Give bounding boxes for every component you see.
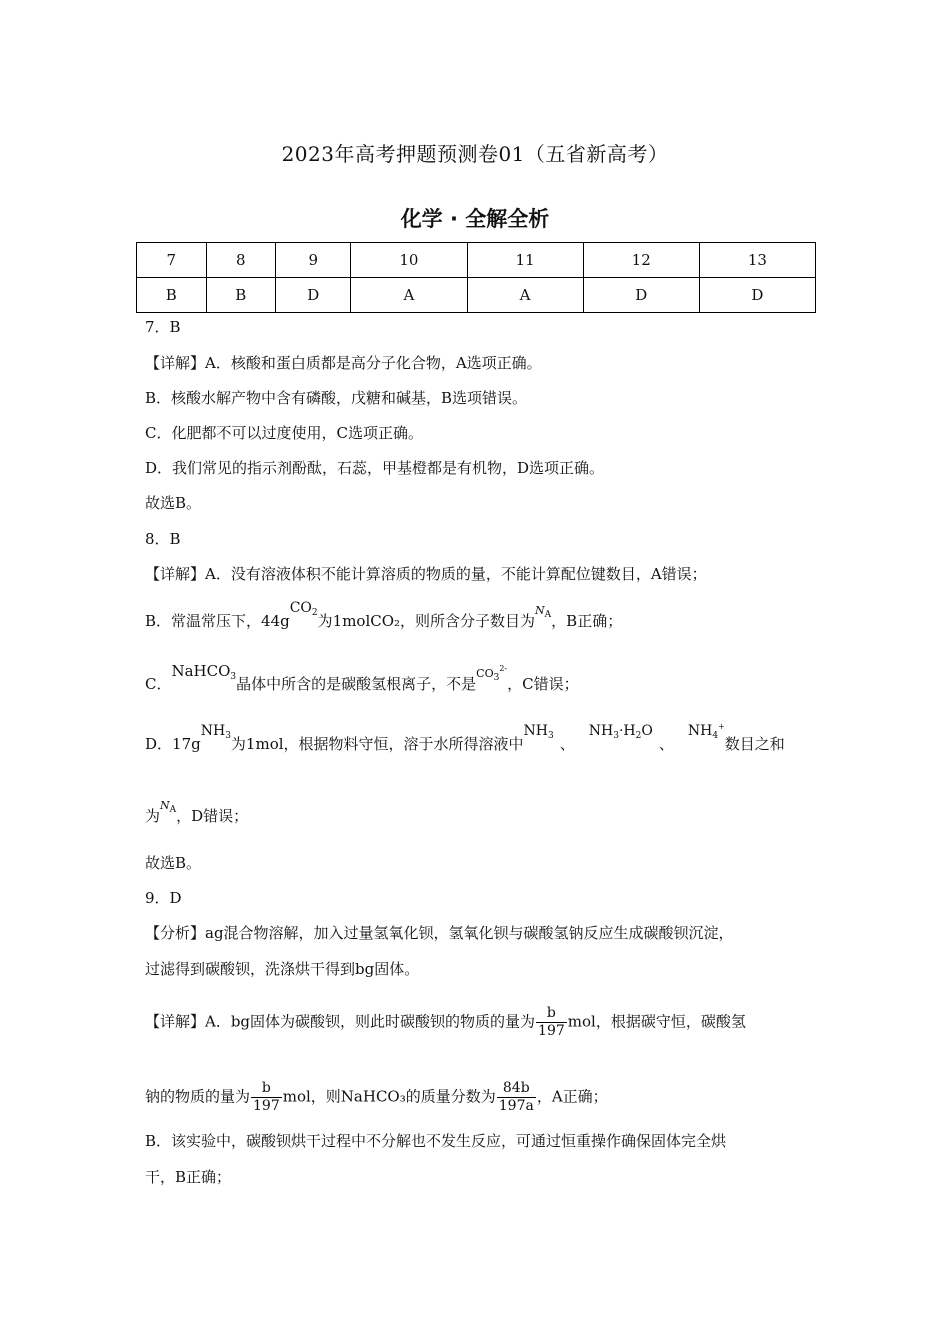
question-number-cell: 8 [206, 243, 276, 278]
q7-option-d: D．我们常见的指示剂酚酞，石蕊，甲基橙都是有机物，D选项正确。 [145, 459, 605, 477]
answer-cell: A [467, 278, 583, 313]
answer-cell: A [351, 278, 467, 313]
q7-option-b: B．核酸水解产物中含有磷酸，戊糖和碱基，B选项错误。 [145, 389, 528, 407]
q9-analysis-line2: 过滤得到碳酸钡，洗涤烘干得到bg固体。 [145, 960, 420, 978]
q9-heading: 9．D [145, 889, 182, 907]
q9-analysis-line1: 【分析】ag混合物溶解，加入过量氢氧化钡，氢氧化钡与碳酸氢钠反应生成碳酸钡沉淀， [145, 924, 734, 942]
answer-table-question-row [137, 243, 816, 278]
question-number-cell: 7 [137, 243, 207, 278]
q8-option-d-continued [145, 799, 249, 833]
question-number-cell: 12 [583, 243, 699, 278]
text: ，B正确； [551, 612, 623, 630]
formula-nh3-h2o: $NH_3\cdot H_2O$ [588, 723, 653, 741]
answer-cell: B [206, 278, 276, 313]
text: 钠的物质的量为 [145, 1087, 251, 1106]
text: 数目之和 [724, 735, 785, 753]
fraction-84b-over-197a: $\frac{84b}{197a}$ [498, 1080, 534, 1114]
q8-detail-a: 【详解】A．没有溶液体积不能计算溶质的物质的量，不能计算配位键数目，A错误； [145, 565, 707, 583]
text: D．17g [145, 735, 201, 753]
formula-co2: $CO_2$ [289, 600, 318, 618]
text: 【详解】A．bg固体为碳酸钡，则此时碳酸钡的物质的量为 [145, 1012, 536, 1031]
answer-cell: D [583, 278, 699, 313]
q8-conclusion: 故选B。 [145, 854, 202, 872]
q8-option-c [145, 662, 579, 701]
fraction-b-over-197: $\frac{b}{197}$ [538, 1005, 565, 1039]
q7-heading: 7．B [145, 318, 181, 336]
text: mol，则NaHCO₃的质量分数为 [282, 1087, 496, 1106]
formula-nh3: $NH_3$ [523, 723, 554, 741]
question-number-cell: 13 [699, 243, 815, 278]
page-title: 2023年高考押题预测卷01（五省新高考） [281, 142, 669, 166]
q7-detail-a: 【详解】A．核酸和蛋白质都是高分子化合物，A选项正确。 [145, 354, 542, 372]
answer-cell: B [137, 278, 207, 313]
fraction-b-over-197: $\frac{b}{197}$ [253, 1080, 280, 1114]
formula-nh3: $NH_3$ [200, 723, 231, 741]
text: B．常温常压下，44g [145, 612, 290, 630]
q9-option-b-line1: B．该实验中，碳酸钡烘干过程中不分解也不发生反应，可通过恒重操作确保固体完全烘 [145, 1132, 727, 1150]
text: 、 [559, 735, 575, 753]
text: ，D错误； [176, 807, 249, 825]
text: C． [145, 675, 172, 693]
q8-option-b [145, 600, 623, 638]
q9-detail-a-continued [145, 1080, 608, 1115]
q9-option-b-line2: 干，B正确； [145, 1168, 232, 1186]
question-number-cell: 9 [276, 243, 351, 278]
question-number-cell: 10 [351, 243, 467, 278]
page-subtitle: 化学 · 全解全析 [400, 207, 550, 231]
q7-conclusion: 故选B。 [145, 494, 202, 512]
q8-heading: 8．B [145, 530, 181, 548]
formula-na: NA [160, 799, 177, 815]
text: ，C错误； [507, 675, 579, 693]
answer-table [136, 242, 816, 313]
formula-nahco3: NaHCO$_3$ [171, 662, 237, 682]
formula-co3: CO32- [476, 664, 508, 683]
text: 为 [145, 807, 161, 825]
answer-cell: D [276, 278, 351, 313]
text: mol，根据碳守恒，碳酸氢 [567, 1012, 746, 1031]
text: 晶体中所含的是碳酸氢根离子，不是 [236, 675, 477, 693]
formula-nh4: $NH_4^+$ [687, 722, 725, 741]
q8-option-d [145, 722, 785, 761]
question-number-cell: 11 [467, 243, 583, 278]
formula-na: NA [535, 604, 552, 620]
text: 、 [658, 735, 674, 753]
answer-cell: D [699, 278, 815, 313]
answer-table-answer-row [137, 278, 816, 313]
text: 为1mol，根据物料守恒，溶于水所得溶液中 [230, 735, 524, 753]
q7-option-c: C．化肥都不可以过度使用，C选项正确。 [145, 424, 423, 442]
q9-detail-a [145, 1005, 746, 1040]
text: ，A正确； [536, 1087, 608, 1106]
text: 为1molCO₂，则所含分子数目为 [317, 612, 536, 630]
